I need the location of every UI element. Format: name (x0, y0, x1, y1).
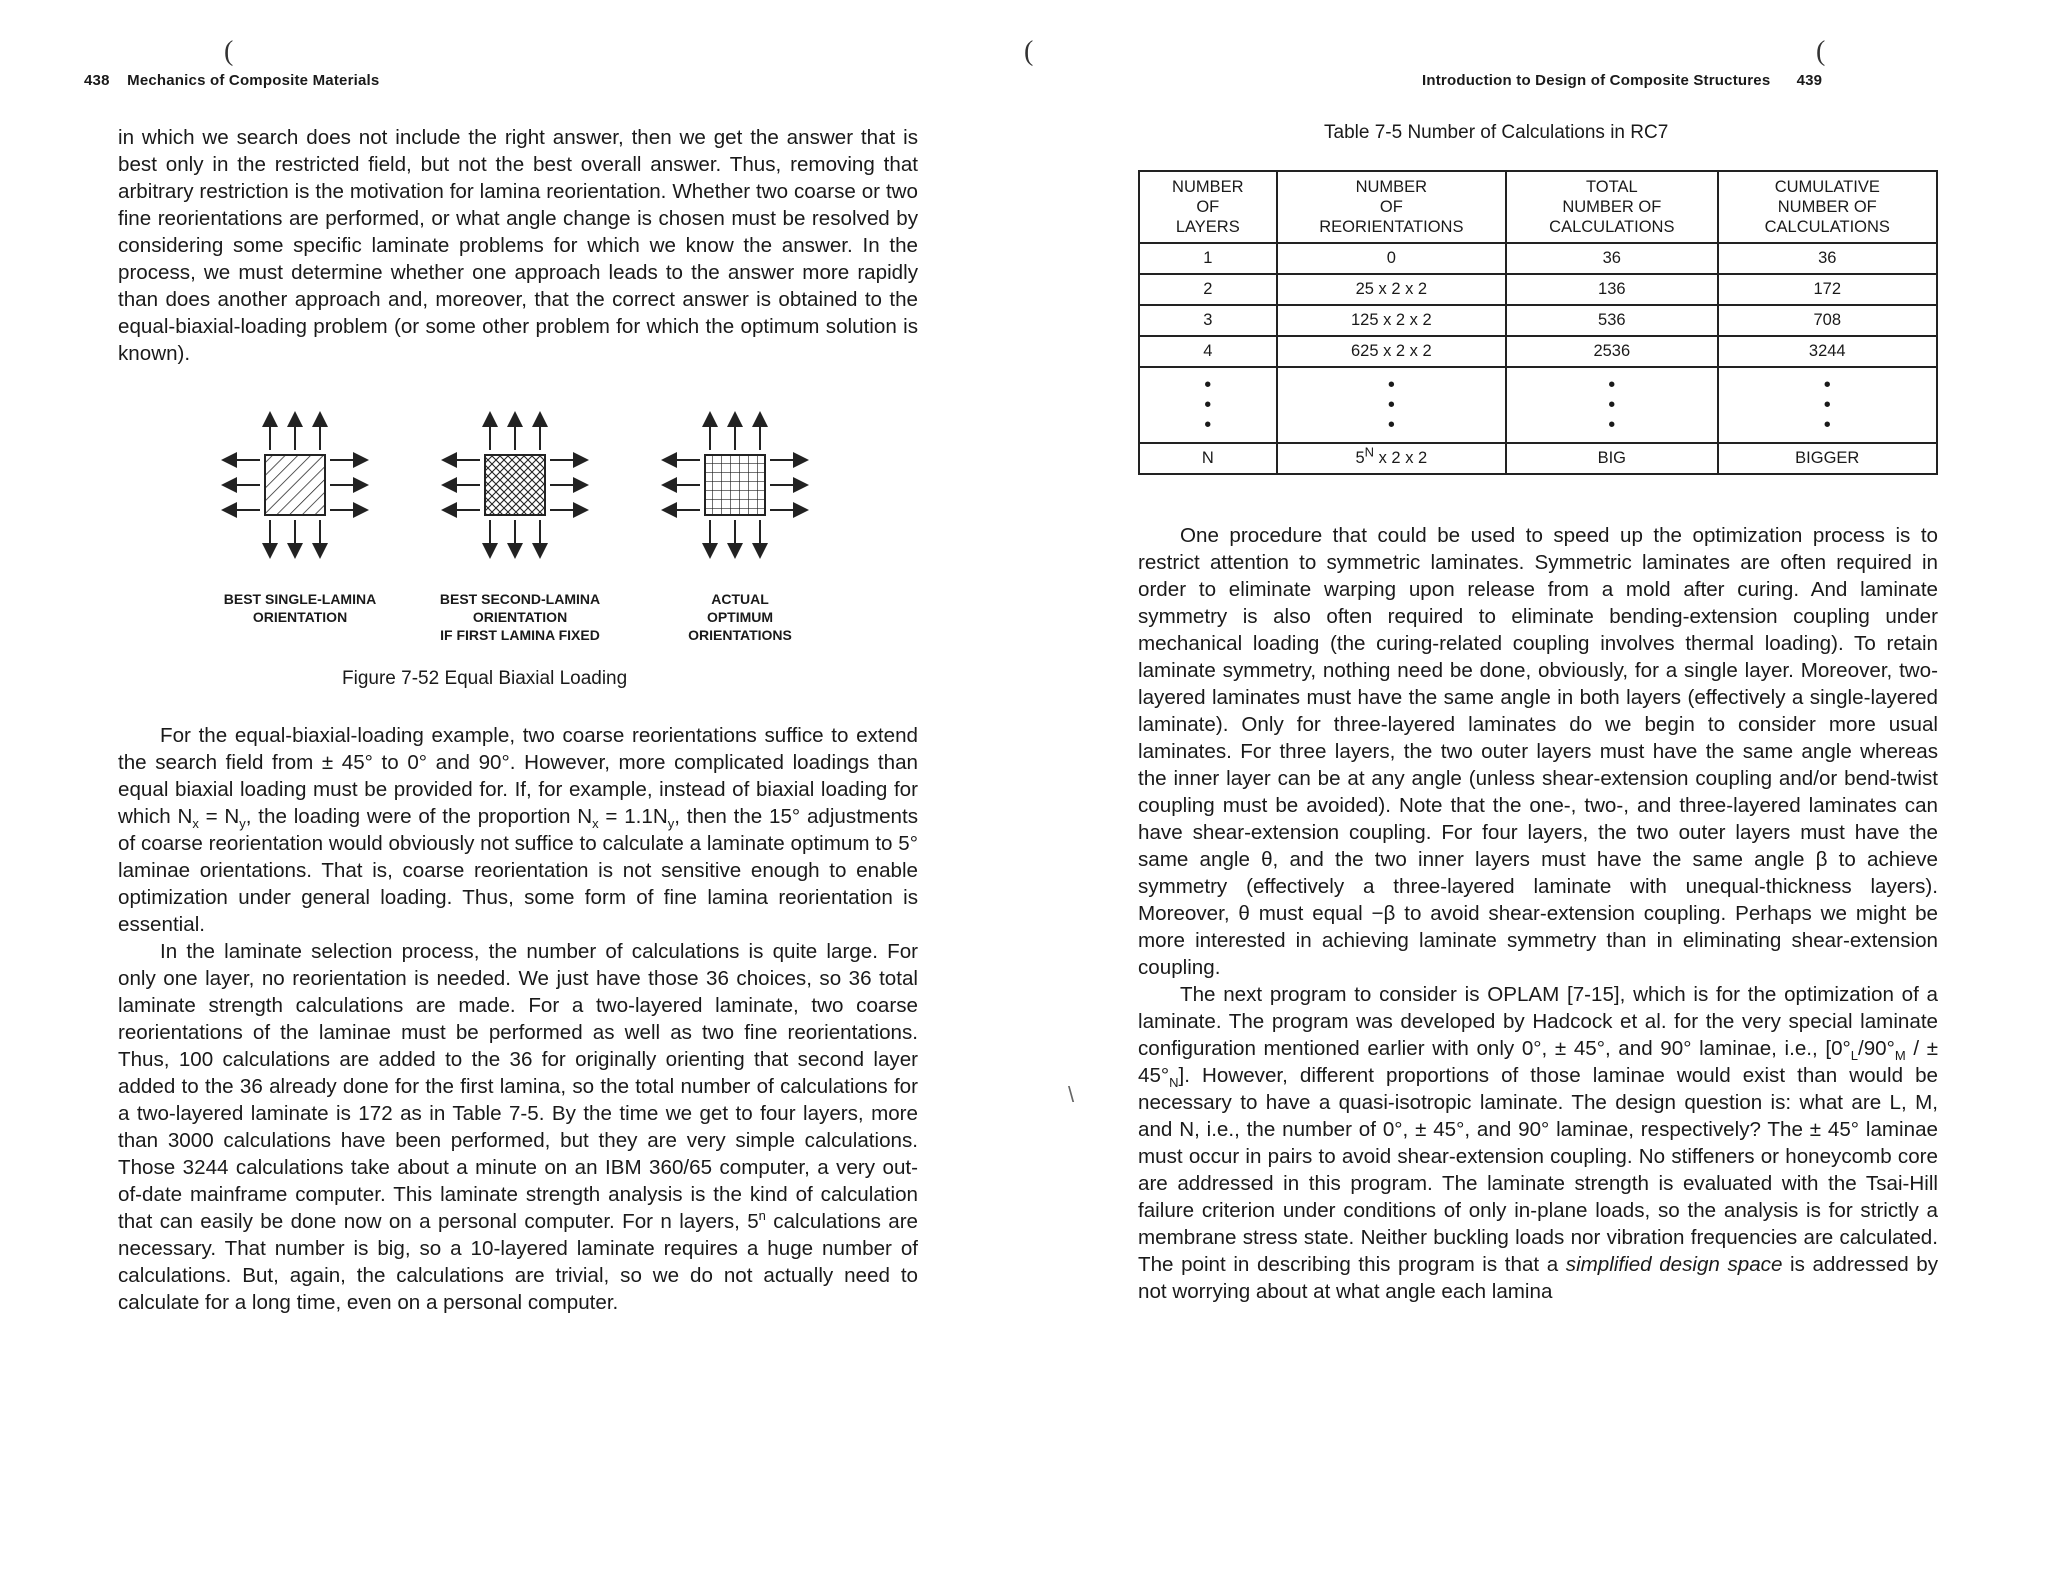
right-paragraphs (1138, 522, 1938, 1305)
table-cell: 172 (1718, 274, 1937, 305)
left-page-header (84, 72, 379, 89)
paragraph-text: In the laminate selection process, the number of calculations is quite large. For only one layer, no reorientation is needed. We just have those 36 choices, so 36 total laminate strength calculations are made. For a two-layered laminate, two coarse reorientations of the laminae must be performed as well as two fine reorientations. Thus, 100 calculations are added to the 36 for originally orienting that second layer added to the 36 already done for the first lamina, so the total number of calculations for a two-layered laminate is 172 as in Table 7-5. By the time we get to four layers, more than 3000 calculations have been performed, but they are very simple calculations. Those 3244 calculations take about a minute on an IBM 360/65 computer, a very out-of-date mainframe computer. This laminate strength analysis is the kind of calculation that can easily be done now on a personal computer. For n layers, 5$^n$ calculations are necessary. That number is big, so a 10-layered laminate requires a huge number of calculations. But, again, the calculations are trivial, so we do not actually need to calculate for a long time, even on a personal computer. (118, 940, 919, 1314)
table-cell: $5^N$ x 2 x 2 (1277, 443, 1506, 474)
label-line: IF FIRST LAMINA FIXED (440, 627, 600, 643)
page-number: 439 (1796, 72, 1823, 89)
table-row (1139, 443, 1937, 474)
label-line: BEST SINGLE-LAMINA (223, 591, 377, 607)
header-reorientations: NUMBER OF REORIENTATIONS (1277, 171, 1506, 243)
table-cell: 4 (1139, 336, 1277, 367)
equal-biaxial-loading-figure (200, 400, 840, 570)
table-cell: 136 (1506, 274, 1717, 305)
table-cell: 0 (1277, 243, 1506, 274)
scan-mark: ( (1816, 36, 1826, 67)
left-paragraph-1 (118, 124, 918, 367)
ellipsis-dots: • • • (1506, 367, 1717, 443)
table-ellipsis-row (1139, 367, 1937, 443)
table-cell: BIG (1506, 443, 1717, 474)
table-row (1139, 305, 1937, 336)
label-line: ACTUAL (711, 591, 769, 607)
label-line: OPTIMUM (706, 609, 774, 625)
header-layers: NUMBER OF LAYERS (1139, 171, 1277, 243)
right-page (1024, 0, 2048, 1582)
optimum-square (665, 415, 805, 555)
figure-label-2 (410, 590, 630, 644)
right-page-header (1422, 72, 1822, 89)
single-lamina-square (225, 415, 365, 555)
paragraph-text: For the equal-biaxial-loading example, two coarse reorientations suffice to extend the search field from ± 45° to 0° and 90°. However, more complicated loadings than equal biaxial loading must be provided for. If, for example, instead of biaxial loading for which $N_x = N_y$, the loading were of the proportion $N_x = 1.1N_y$, then the 15° adjustments of coarse reorientation would obviously not suffice to calculate a laminate optimum to 5° laminae orientations. That is, coarse reorientation is not sensitive enough to enable optimization under general loading. Thus, some form of fine lamina reorientation is essential. (118, 724, 918, 936)
scan-mark: ( (1024, 36, 1034, 67)
table-cell: 36 (1718, 243, 1937, 274)
scan-mark: \ (1068, 1082, 1075, 1107)
paragraph-text: The next program to consider is OPLAM [7-15], which is for the optimization of a laminate. The program was developed by Hadcock et al. for the very special laminate configuration mentioned earlier with only 0°, ± 45°, and 90° laminae, i.e., [$0^\circ_L/90^\circ_M$ / ± $45^\circ_N$]. However, different proportions of those laminae would exist than would be necessary to have a quasi-isotropic laminate. The design question is: what are L, M, and N, i.e., the number of 0°, ± 45°, and 90° laminae, respectively? The ± 45° laminae must occur in pairs to avoid shear-extension coupling. No stiffeners or honeycomb core are addressed in this program. The laminate strength is evaluated with the Tsai-Hill failure criterion under conditions of only in-plane loads, so the analysis is for strictly a membrane stress state. Neither buckling loads nor vibration frequencies are calculated. The point in describing this program is that a simplified design space is addressed by not worrying about at what angle each lamina (1138, 983, 1938, 1303)
figure-label-1 (190, 590, 410, 626)
label-line: ORIENTATION (252, 609, 348, 625)
table-cell: 25 x 2 x 2 (1277, 274, 1506, 305)
paragraph-text: in which we search does not include the right answer, then we get the answer that is best only in the restricted field, but not the best overall answer. Thus, removing that arbitrary restriction is the motivation for lamina reorientation. Whether two coarse or two fine reorientations are performed, or what angle change is chosen must be resolved by considering some specific laminate problems for which we know the answer. In the process, we must determine whether one approach leads to the answer more rapidly than does another approach and, moreover, that the correct answer is obtained to the equal-biaxial-loading problem (or some other problem for which the optimum solution is known). (118, 126, 918, 365)
ellipsis-dots: • • • (1139, 367, 1277, 443)
table-row (1139, 336, 1937, 367)
label-line: BEST SECOND-LAMINA (439, 591, 601, 607)
running-head: Introduction to Design of Composite Structures (1422, 72, 1771, 89)
table-cell: 3 (1139, 305, 1277, 336)
label-line: ORIENTATIONS (688, 627, 792, 643)
calculations-table (1138, 170, 1938, 475)
page-number: 438 (84, 72, 110, 89)
table-cell: N (1139, 443, 1277, 474)
table-cell: 125 x 2 x 2 (1277, 305, 1506, 336)
table-cell: BIGGER (1718, 443, 1937, 474)
header-cumulative: CUMULATIVE NUMBER OF CALCULATIONS (1718, 171, 1937, 243)
table-cell: 1 (1139, 243, 1277, 274)
figure-label-3 (630, 590, 850, 644)
second-lamina-square (445, 415, 585, 555)
ellipsis-dots: • • • (1277, 367, 1506, 443)
table-row (1139, 243, 1937, 274)
ellipsis-dots: • • • (1718, 367, 1937, 443)
left-paragraph-2 (118, 722, 918, 1316)
table-cell: 3244 (1718, 336, 1937, 367)
table-row (1139, 274, 1937, 305)
running-head: Mechanics of Composite Materials (127, 72, 380, 89)
table-title: Table 7-5 Number of Calculations in RC7 (1324, 122, 1669, 143)
figure-caption: Figure 7-52 Equal Biaxial Loading (342, 668, 628, 689)
table-cell: 708 (1718, 305, 1937, 336)
table-cell: 2 (1139, 274, 1277, 305)
paragraph-text: One procedure that could be used to speed up the optimization process is to restrict attention to symmetric laminates. Symmetric laminates are often required in order to eliminate warping upon release from a mold after curing. And laminate symmetry is also often required to eliminate bending-extension coupling under mechanical loading (the curing-related coupling involves thermal loading). To retain laminate symmetry, nothing need be done, obviously, for a single layer. Moreover, two-layered laminates must have the same angle in both layers (effectively a single-layered laminate). Only for three-layered laminates do we begin to consider more usual laminates. For three layers, the two outer layers must have the same angle whereas the inner layer can be at any angle (unless shear-extension coupling and/or bend-twist coupling must be avoided). Note that the one-, two-, and three-layered laminates can have shear-extension coupling. For four layers, the two outer layers must have the same angle θ, and the two inner layers must have the same angle β to achieve symmetry (effectively a three-layered laminate with unequal-thickness layers). Moreover, θ must equal −β to avoid shear-extension coupling. Perhaps we might be more interested in achieving laminate symmetry than in eliminating shear-extension coupling. (1138, 524, 1938, 979)
header-total: TOTAL NUMBER OF CALCULATIONS (1506, 171, 1717, 243)
label-line: ORIENTATION (472, 609, 568, 625)
scan-mark: ( (224, 36, 234, 67)
table-cell: 2536 (1506, 336, 1717, 367)
table-cell: 625 x 2 x 2 (1277, 336, 1506, 367)
table-cell: 536 (1506, 305, 1717, 336)
table-header-row (1139, 171, 1937, 243)
table-cell: 36 (1506, 243, 1717, 274)
